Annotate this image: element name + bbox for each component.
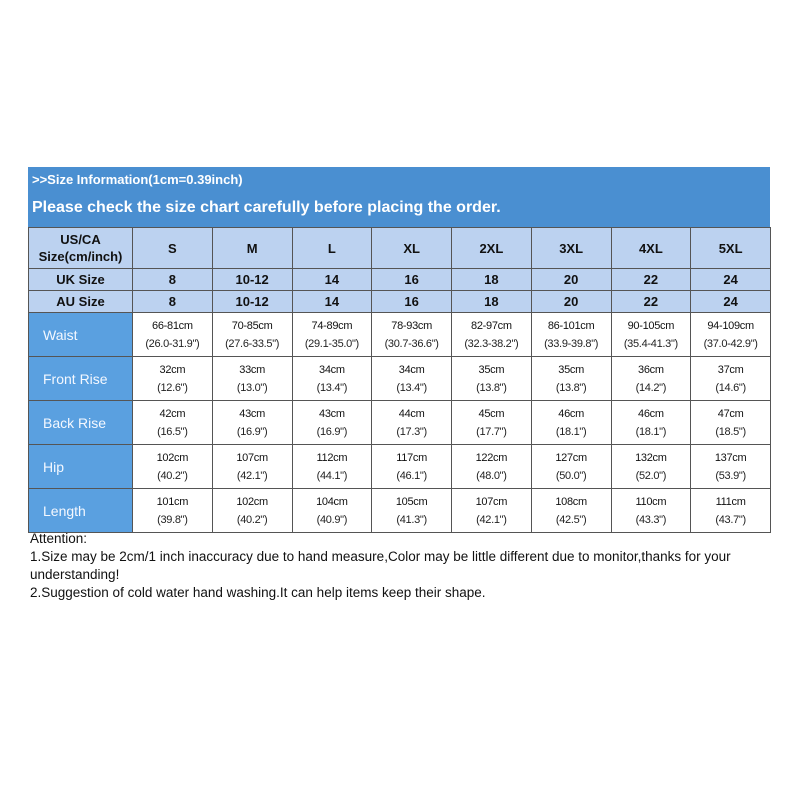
measurement-cell — [133, 401, 213, 445]
measurement-label: Hip — [29, 445, 133, 489]
uk-size-cell: 18 — [452, 269, 532, 291]
size-chart-table — [28, 227, 771, 533]
size-cell: 4XL — [611, 228, 691, 269]
value-cm: 46cm — [638, 407, 664, 420]
measurement-cell — [133, 489, 213, 533]
attention-note-1: 1.Size may be 2cm/1 inch inaccuracy due to hand measure,Color may be little different due to monitor,thanks for your understanding! — [30, 549, 731, 582]
au-size-cell: 10-12 — [212, 291, 292, 313]
value-cm: 47cm — [717, 407, 744, 420]
measurement-row-waist — [29, 313, 771, 357]
value-inch: (41.3") — [396, 513, 427, 526]
au-size-cell: 24 — [691, 291, 771, 313]
measurement-cell — [212, 313, 292, 357]
measurement-cell — [611, 445, 691, 489]
value-cm: 44cm — [398, 407, 425, 420]
measurement-row-front-rise — [29, 357, 771, 401]
value-cm: 90-105cm — [627, 319, 675, 332]
measurement-cell — [212, 401, 292, 445]
measurement-cell — [133, 357, 213, 401]
us-ca-size-label — [29, 228, 133, 269]
measurement-cell — [611, 357, 691, 401]
value-inch: (37.0-42.9") — [703, 337, 758, 350]
measurement-cell — [292, 313, 372, 357]
measurement-cell — [292, 401, 372, 445]
value-cm: 105cm — [395, 495, 428, 508]
measurement-cell — [611, 401, 691, 445]
measurement-cell — [531, 313, 611, 357]
value-inch: (35.4-41.3") — [623, 337, 678, 350]
value-inch: (42.5") — [555, 513, 587, 526]
measurement-cell — [212, 445, 292, 489]
value-inch: (13.0") — [236, 381, 268, 394]
value-cm: 94-109cm — [707, 319, 754, 332]
measurement-cell — [531, 445, 611, 489]
value-cm: 37cm — [717, 363, 744, 376]
measurement-cell — [452, 357, 532, 401]
size-cell: 5XL — [691, 228, 771, 269]
uk-size-cell: 16 — [372, 269, 452, 291]
measurement-cell — [212, 357, 292, 401]
value-inch: (46.1") — [396, 469, 427, 482]
measurement-cell — [452, 313, 532, 357]
value-cm: 107cm — [236, 451, 268, 464]
measurement-cell — [372, 313, 452, 357]
attention-note-2: 2.Suggestion of cold water hand washing.It can help items keep their shape. — [30, 585, 486, 600]
measurement-cell — [372, 357, 452, 401]
size-info-subtitle: >>Size Information(1cm=0.39inch) — [32, 172, 243, 187]
value-inch: (44.1") — [316, 469, 348, 482]
value-cm: 43cm — [319, 407, 345, 420]
measurement-cell — [691, 401, 771, 445]
uk-size-label: UK Size — [29, 269, 133, 291]
measurement-cell — [133, 445, 213, 489]
measurement-cell — [611, 313, 691, 357]
measurement-cell — [133, 313, 213, 357]
size-cell: S — [133, 228, 213, 269]
value-cm: 110cm — [635, 495, 667, 508]
value-inch: (39.8") — [157, 513, 188, 526]
value-inch: (16.5") — [157, 425, 188, 438]
value-inch: (17.7") — [476, 425, 507, 438]
measurement-cell — [292, 489, 372, 533]
uk-size-cell: 8 — [133, 269, 213, 291]
measurement-cell — [531, 489, 611, 533]
au-size-cell: 8 — [133, 291, 213, 313]
measurement-cell — [292, 445, 372, 489]
value-inch: (30.7-36.6") — [384, 337, 439, 350]
value-inch: (18.5") — [715, 425, 746, 438]
value-cm: 34cm — [398, 363, 425, 376]
value-cm: 70-85cm — [231, 319, 273, 332]
value-inch: (53.9") — [715, 469, 746, 482]
value-cm: 35cm — [478, 363, 505, 376]
value-cm: 36cm — [638, 363, 664, 376]
value-inch: (48.0") — [476, 469, 507, 482]
au-size-cell: 16 — [372, 291, 452, 313]
size-cell: 2XL — [452, 228, 532, 269]
au-size-cell: 20 — [531, 291, 611, 313]
us-ca-size-row — [29, 228, 771, 269]
size-cell: 3XL — [531, 228, 611, 269]
measurement-label: Back Rise — [29, 401, 133, 445]
value-inch: (13.4") — [396, 381, 427, 394]
measurement-label: Waist — [29, 313, 133, 357]
measurement-cell — [691, 357, 771, 401]
size-cell: XL — [372, 228, 452, 269]
value-cm: 137cm — [714, 451, 747, 464]
value-cm: 111cm — [715, 495, 746, 508]
value-cm: 35cm — [558, 363, 584, 376]
value-inch: (18.1") — [555, 425, 587, 438]
value-cm: 74-89cm — [311, 319, 353, 332]
value-inch: (52.0") — [635, 469, 667, 482]
measurement-cell — [452, 401, 532, 445]
value-cm: 66-81cm — [152, 319, 193, 332]
value-inch: (14.6") — [715, 381, 746, 394]
measurement-cell — [212, 489, 292, 533]
value-cm: 104cm — [316, 495, 348, 508]
value-cm: 42cm — [159, 407, 186, 420]
size-info-banner — [28, 167, 770, 227]
value-inch: (33.9-39.8") — [544, 337, 599, 350]
value-inch: (17.3") — [396, 425, 427, 438]
measurement-cell — [691, 313, 771, 357]
uk-size-cell: 22 — [611, 269, 691, 291]
measurement-cell — [292, 357, 372, 401]
measurement-label: Length — [29, 489, 133, 533]
value-inch: (29.1-35.0") — [304, 337, 359, 350]
measurement-cell — [372, 401, 452, 445]
value-cm: 33cm — [239, 363, 265, 376]
measurement-cell — [452, 445, 532, 489]
uk-size-row — [29, 269, 771, 291]
value-cm: 34cm — [319, 363, 345, 376]
value-inch: (12.6") — [157, 381, 188, 394]
size-cell: L — [292, 228, 372, 269]
value-cm: 117cm — [396, 451, 427, 464]
measurement-label: Front Rise — [29, 357, 133, 401]
value-inch: (26.0-31.9") — [145, 337, 200, 350]
value-inch: (14.2") — [635, 381, 667, 394]
uk-size-cell: 20 — [531, 269, 611, 291]
value-cm: 127cm — [555, 451, 587, 464]
us-ca-label-line2: Size(cm/inch) — [38, 249, 123, 264]
uk-size-cell: 10-12 — [212, 269, 292, 291]
attention-notes — [30, 530, 780, 602]
value-cm: 101cm — [156, 495, 189, 508]
uk-size-cell: 24 — [691, 269, 771, 291]
measurement-row-back-rise — [29, 401, 771, 445]
value-cm: 112cm — [316, 451, 348, 464]
au-size-label: AU Size — [29, 291, 133, 313]
value-cm: 43cm — [239, 407, 265, 420]
attention-heading: Attention: — [30, 531, 88, 546]
measurement-row-length — [29, 489, 771, 533]
size-cell: M — [212, 228, 292, 269]
value-inch: (42.1") — [236, 469, 268, 482]
measurement-cell — [691, 489, 771, 533]
value-cm: 132cm — [635, 451, 667, 464]
value-inch: (18.1") — [635, 425, 667, 438]
value-cm: 86-101cm — [547, 319, 595, 332]
value-inch: (32.3-38.2") — [464, 337, 519, 350]
measurement-cell — [531, 401, 611, 445]
value-cm: 45cm — [478, 407, 505, 420]
value-cm: 32cm — [159, 363, 186, 376]
au-size-row — [29, 291, 771, 313]
value-cm: 78-93cm — [391, 319, 432, 332]
measurement-cell — [611, 489, 691, 533]
measurement-cell — [372, 489, 452, 533]
measurement-cell — [452, 489, 532, 533]
value-inch: (13.8") — [555, 381, 587, 394]
au-size-cell: 14 — [292, 291, 372, 313]
value-cm: 102cm — [236, 495, 268, 508]
au-size-cell: 18 — [452, 291, 532, 313]
value-cm: 82-97cm — [471, 319, 512, 332]
value-inch: (43.7") — [715, 513, 746, 526]
value-inch: (42.1") — [476, 513, 507, 526]
value-cm: 122cm — [475, 451, 508, 464]
size-info-title: Please check the size chart carefully before placing the order. — [32, 199, 501, 216]
value-cm: 107cm — [475, 495, 508, 508]
measurement-cell — [372, 445, 452, 489]
value-cm: 46cm — [558, 407, 584, 420]
value-cm: 102cm — [156, 451, 189, 464]
measurement-row-hip — [29, 445, 771, 489]
value-inch: (27.6-33.5") — [225, 337, 280, 350]
value-inch: (50.0") — [555, 469, 587, 482]
measurement-cell — [531, 357, 611, 401]
value-inch: (40.2") — [157, 469, 188, 482]
value-inch: (13.4") — [316, 381, 348, 394]
value-inch: (13.8") — [476, 381, 507, 394]
value-inch: (40.2") — [236, 513, 268, 526]
value-inch: (43.3") — [635, 513, 667, 526]
measurement-cell — [691, 445, 771, 489]
au-size-cell: 22 — [611, 291, 691, 313]
value-cm: 108cm — [555, 495, 587, 508]
value-inch: (16.9") — [316, 425, 348, 438]
value-inch: (16.9") — [236, 425, 268, 438]
uk-size-cell: 14 — [292, 269, 372, 291]
us-ca-label-line1: US/CA — [60, 232, 101, 247]
value-inch: (40.9") — [316, 513, 348, 526]
